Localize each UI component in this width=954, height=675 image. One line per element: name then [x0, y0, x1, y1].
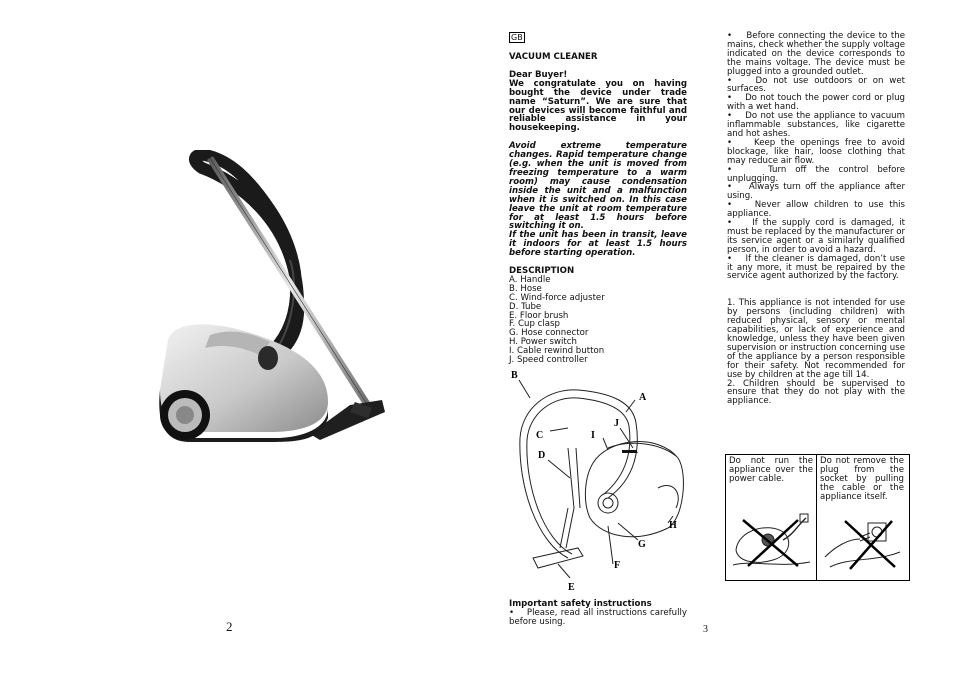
- greeting: Dear Buyer!: [509, 69, 568, 80]
- diagram-label-b: B: [511, 370, 518, 381]
- note-children: 2. Children should be supervised to ensure that they do not play with the appliance.: [727, 378, 905, 407]
- warning-cable: Do not run the appliance over the power cable.: [729, 456, 813, 484]
- description-heading: DESCRIPTION: [509, 266, 575, 277]
- safety-bullet: • Do not use outdoors or on wet surfaces.: [727, 77, 905, 95]
- transit-warning: If the unit has been in transit, leave it indoors for at least 1.5 hours before starting operation.: [509, 230, 687, 259]
- description-item: G. Hose connector: [509, 328, 589, 339]
- safety-bullet: • Never allow children to use this appliance.: [727, 201, 905, 219]
- parts-diagram: [508, 368, 688, 593]
- description-list: [509, 276, 687, 365]
- diagram-label-d: D: [538, 450, 546, 461]
- diagram-label-g: G: [638, 539, 646, 550]
- diagram-label-i: I: [591, 430, 595, 441]
- safety-section: [509, 600, 687, 627]
- description-item: D. Tube: [509, 301, 542, 312]
- safety-bullet: • Keep the openings free to avoid blockage, like hair, loose clothing that may reduce air flow.: [727, 139, 905, 166]
- right-column: [727, 32, 905, 406]
- safety-bullet: • Do not touch the power cord or plug with a wet hand.: [727, 94, 905, 112]
- document-title: VACUUM CLEANER: [509, 52, 598, 62]
- description-item: F. Cup clasp: [509, 319, 560, 330]
- diagram-label-a: A: [639, 392, 647, 403]
- note-persons: 1. This appliance is not intended for use by persons (including children) with reduced physical, sensory or mental capabilities, or lack of experience and knowledge, unless they have been given supervision or instruction concerning use of the appliance by a person responsible for their safety. Not recommended for use by children at the age till 14.: [727, 298, 905, 380]
- vacuum-cleaner-photo: [150, 150, 385, 450]
- description-item: H. Power switch: [509, 337, 577, 348]
- diagram-label-e: E: [568, 582, 575, 593]
- language-tag: GB: [511, 33, 523, 42]
- intro-paragraph: We congratulate you on having bought the device under trade name “Saturn”. We are sure that our devices will become faithful and reliable assistance in your housekeeping.: [509, 78, 687, 134]
- description-item: C. Wind-force adjuster: [509, 292, 605, 303]
- safety-bullet: • Turn off the control before unplugging.: [727, 166, 905, 184]
- diagram-label-h: H: [669, 520, 677, 531]
- description-item: I. Cable rewind button: [509, 346, 605, 357]
- safety-bullet: • Before connecting the device to the mains, check whether the supply voltage indicated on the device corresponds to the mains voltage. The device must be plugged into a grounded outlet.: [727, 32, 905, 77]
- cable-warning-illustration: [728, 510, 814, 572]
- middle-column: [509, 32, 687, 365]
- safety-bullet: • If the supply cord is damaged, it must be replaced by the manufacturer or its service agent or a similarly qualified person, in order to avoid a hazard.: [727, 219, 905, 255]
- description-item: E. Floor brush: [509, 310, 569, 321]
- safety-heading: Important safety instructions: [509, 599, 652, 609]
- description-item: B. Hose: [509, 283, 542, 294]
- plug-warning-illustration: [820, 517, 906, 575]
- diagram-label-f: F: [614, 560, 621, 571]
- warning-boxes: [725, 454, 910, 581]
- temperature-warning: Avoid extreme temperature changes. Rapid temperature change (e.g. when the unit is moved from freezing temperature to a warm room) may cause condensation inside the unit and a malfunction when it is switched on. In this case leave the unit at room temperature for at least 1.5 hours before switching it on.: [509, 141, 687, 232]
- diagram-label-c: C: [536, 430, 544, 441]
- page-number-right: 3: [703, 624, 708, 635]
- description-item: J. Speed controller: [509, 355, 588, 366]
- description-item: A. Handle: [509, 274, 551, 285]
- safety-bullets: [727, 32, 905, 281]
- safety-bullet: • Do not use the appliance to vacuum inflammable substances, like cigarette and hot ashes.: [727, 112, 905, 139]
- safety-bullet: • Always turn off the appliance after using.: [727, 183, 905, 201]
- safety-bullet: • If the cleaner is damaged, don’t use it any more, it must be repaired by the service agent authorized by the factory.: [727, 255, 905, 282]
- warning-plug: Do not remove the plug from the socket by pulling the cable or the appliance itself.: [820, 456, 904, 502]
- diagram-label-j: J: [614, 418, 619, 429]
- page-number-left: 2: [226, 619, 233, 634]
- safety-intro: • Please, read all instructions carefully before using.: [509, 609, 687, 627]
